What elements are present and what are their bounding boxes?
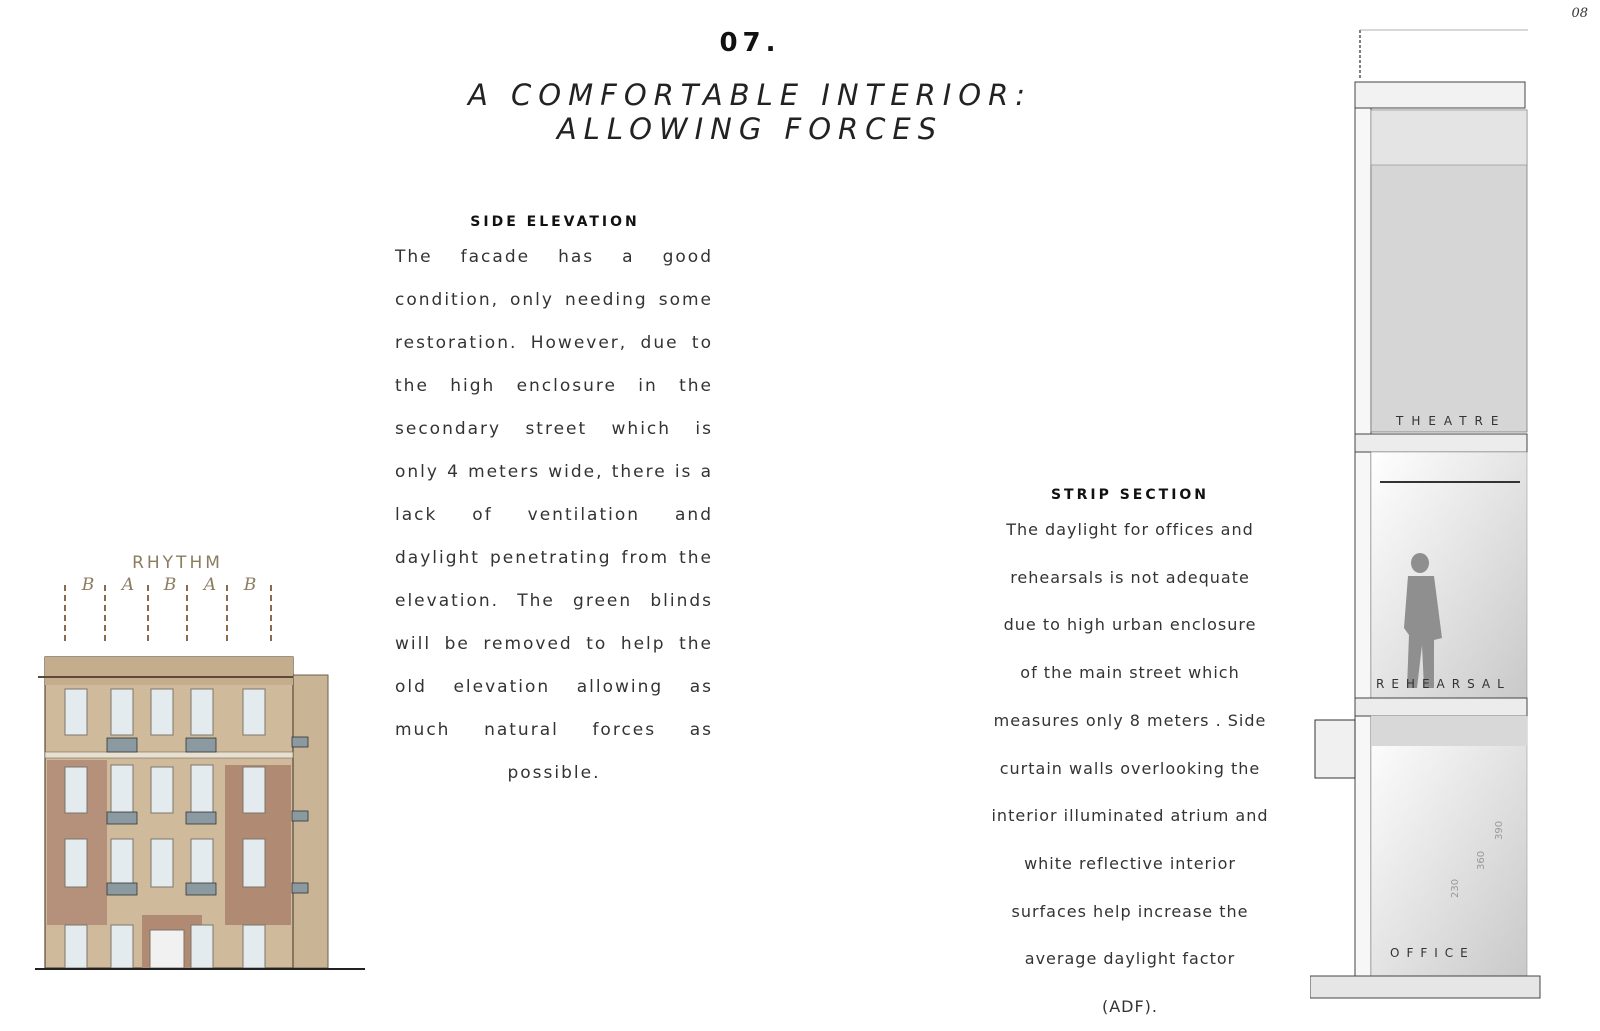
side-elevation-text: The facade has a good condition, only needing some restoration. However, due to the high enclosure in the secondary street which is only 4 meters wide, there is a lack of ventilation and daylight penetrating from the elevation. The green blinds will be removed to help the old elevation allowing as much natural forces as possible. xyxy=(395,247,713,783)
rhythm-letter: A xyxy=(203,575,217,595)
rhythm-letter: A xyxy=(121,575,135,595)
side-elevation-drawing xyxy=(30,585,380,995)
rehearsal-label: REHEARSAL xyxy=(1376,677,1511,691)
strip-section-line: due to high urban enclosure xyxy=(1003,615,1257,635)
strip-section-text xyxy=(980,506,1280,1031)
page-title-line-1: A COMFORTABLE INTERIOR: xyxy=(467,78,1033,112)
strip-section-line: measures only 8 meters . Side xyxy=(993,710,1267,730)
strip-section-line: rehearsals is not adequate xyxy=(1010,567,1250,587)
theatre-label: THEATRE xyxy=(1396,414,1507,428)
strip-section-line: curtain walls overlooking the xyxy=(999,758,1261,778)
page-title-line-2: ALLOWING FORCES xyxy=(556,112,944,146)
page-number: 08 xyxy=(1571,6,1588,21)
strip-section-line: average daylight factor xyxy=(1024,949,1236,969)
rhythm-letter: B xyxy=(81,575,95,595)
rhythm-letter: B xyxy=(243,575,257,595)
rhythm-title: RHYTHM xyxy=(132,553,223,573)
dimension-label: 230 xyxy=(1450,878,1461,898)
strip-section-line: interior illuminated atrium and xyxy=(991,806,1269,826)
page-title xyxy=(0,78,1500,146)
dimension-label: 360 xyxy=(1476,850,1487,870)
strip-section-line: The daylight for offices and xyxy=(1006,520,1254,539)
strip-section-line: (ADF). xyxy=(1101,997,1159,1017)
strip-section-heading: STRIP SECTION xyxy=(1050,487,1210,503)
strip-section-line: surfaces help increase the xyxy=(1011,901,1249,921)
office-label: OFFICE xyxy=(1390,946,1475,960)
side-elevation-heading: SIDE ELEVATION xyxy=(470,214,640,230)
strip-section-line: white reflective interior xyxy=(1024,853,1236,873)
dimension-label: 390 xyxy=(1494,820,1505,840)
rhythm-letter: B xyxy=(163,575,177,595)
strip-section-drawing xyxy=(1310,20,1545,1010)
rhythm-dash-lines xyxy=(65,585,271,645)
strip-section-line: of the main street which xyxy=(1020,663,1240,683)
chapter-number: 07. xyxy=(719,28,781,58)
